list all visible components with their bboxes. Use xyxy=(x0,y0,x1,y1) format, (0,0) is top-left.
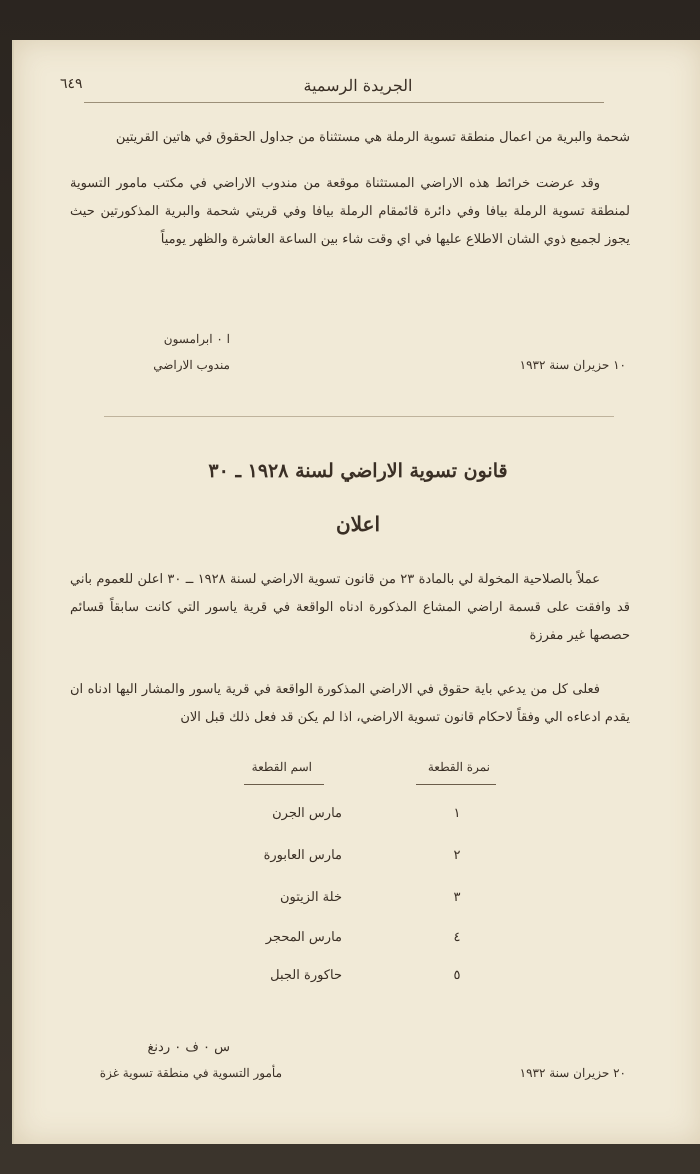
table-row-number: ٢ xyxy=(453,848,461,863)
page-number: ٦٤٩ xyxy=(60,76,83,92)
notice1-paragraph2: وقد عرضت خرائط هذه الاراضي المستثناة موقعة من مندوب الاراضي في مكتب مامور التسوية لمنطقة تسوية الرملة بيافا وفي دائرة قائمقام الرملة بيافا وفي قريتي شحمة والبرية المذكورتين حيث يجوز لجميع ذوي الشان الاطلاع عليها في اي وقت شاء بين الساعة العاشرة والظهر يومياً xyxy=(70,176,630,247)
column-rule-name xyxy=(244,784,324,785)
notice-title: اعلان xyxy=(335,512,381,536)
notice2-signer-name: س ٠ ف ٠ ردنغ xyxy=(147,1040,230,1055)
section-divider xyxy=(104,416,614,417)
table-row-name: مارس العابورة xyxy=(263,848,342,863)
notice2-paragraph2: فعلى كل من يدعي باية حقوق في الاراضي المذكورة الواقعة في قرية ياسور والمشار اليها ادناه ان يقدم ادعاءه الي وفقاً لاحكام قانون تسوية الاراضي، اذا لم يكن قد فعل ذلك قبل الان xyxy=(70,682,630,725)
column-rule-number xyxy=(416,784,496,785)
notice1-signer-title: مندوب الاراضي xyxy=(153,358,230,372)
table-row-number: ١ xyxy=(453,806,461,821)
notice1-signer-name: ا ٠ ابرامسون xyxy=(163,332,230,346)
table-row-number: ٤ xyxy=(453,930,461,945)
table-row-number: ٥ xyxy=(453,968,461,983)
column-header-number: نمرة القطعة xyxy=(427,760,490,774)
table-row-name: مارس الجرن xyxy=(272,806,342,821)
notice2-date: ٢٠ حزيران سنة ١٩٣٢ xyxy=(519,1066,626,1080)
notice1-date: ١٠ حزيران سنة ١٩٣٢ xyxy=(519,358,626,372)
page-header-title: الجريدة الرسمية xyxy=(303,76,413,95)
table-row-name: حاكورة الجبل xyxy=(270,968,342,983)
table-row-name: خلة الزيتون xyxy=(280,890,342,905)
table-row-name: مارس المحجر xyxy=(265,930,342,945)
notice2-signer-title: مأمور التسوية في منطقة تسوية غزة xyxy=(99,1066,282,1080)
header-rule xyxy=(84,102,604,103)
notice1-paragraph1: شحمة والبرية من اعمال منطقة تسوية الرملة هي مستثناة من جداول الحقوق في هاتين القريتين xyxy=(115,130,630,145)
column-header-name: اسم القطعة xyxy=(251,760,312,774)
notice2-paragraph1: عملاً بالصلاحية المخولة لي بالمادة ٢٣ من قانون تسوية الاراضي لسنة ١٩٢٨ ــ ٣٠ اعلن للعموم باني قد وافقت على قسمة اراضي المشاع المذكورة ادناه الواقعة في قرية ياسور التي كانت سابقاً قسائم حصصها غير مفرزة xyxy=(70,572,630,643)
table-row-number: ٣ xyxy=(453,890,461,905)
gazette-page xyxy=(12,40,700,1144)
law-title: قانون تسوية الاراضي لسنة ١٩٢٨ ـ ٣٠ xyxy=(208,460,508,482)
